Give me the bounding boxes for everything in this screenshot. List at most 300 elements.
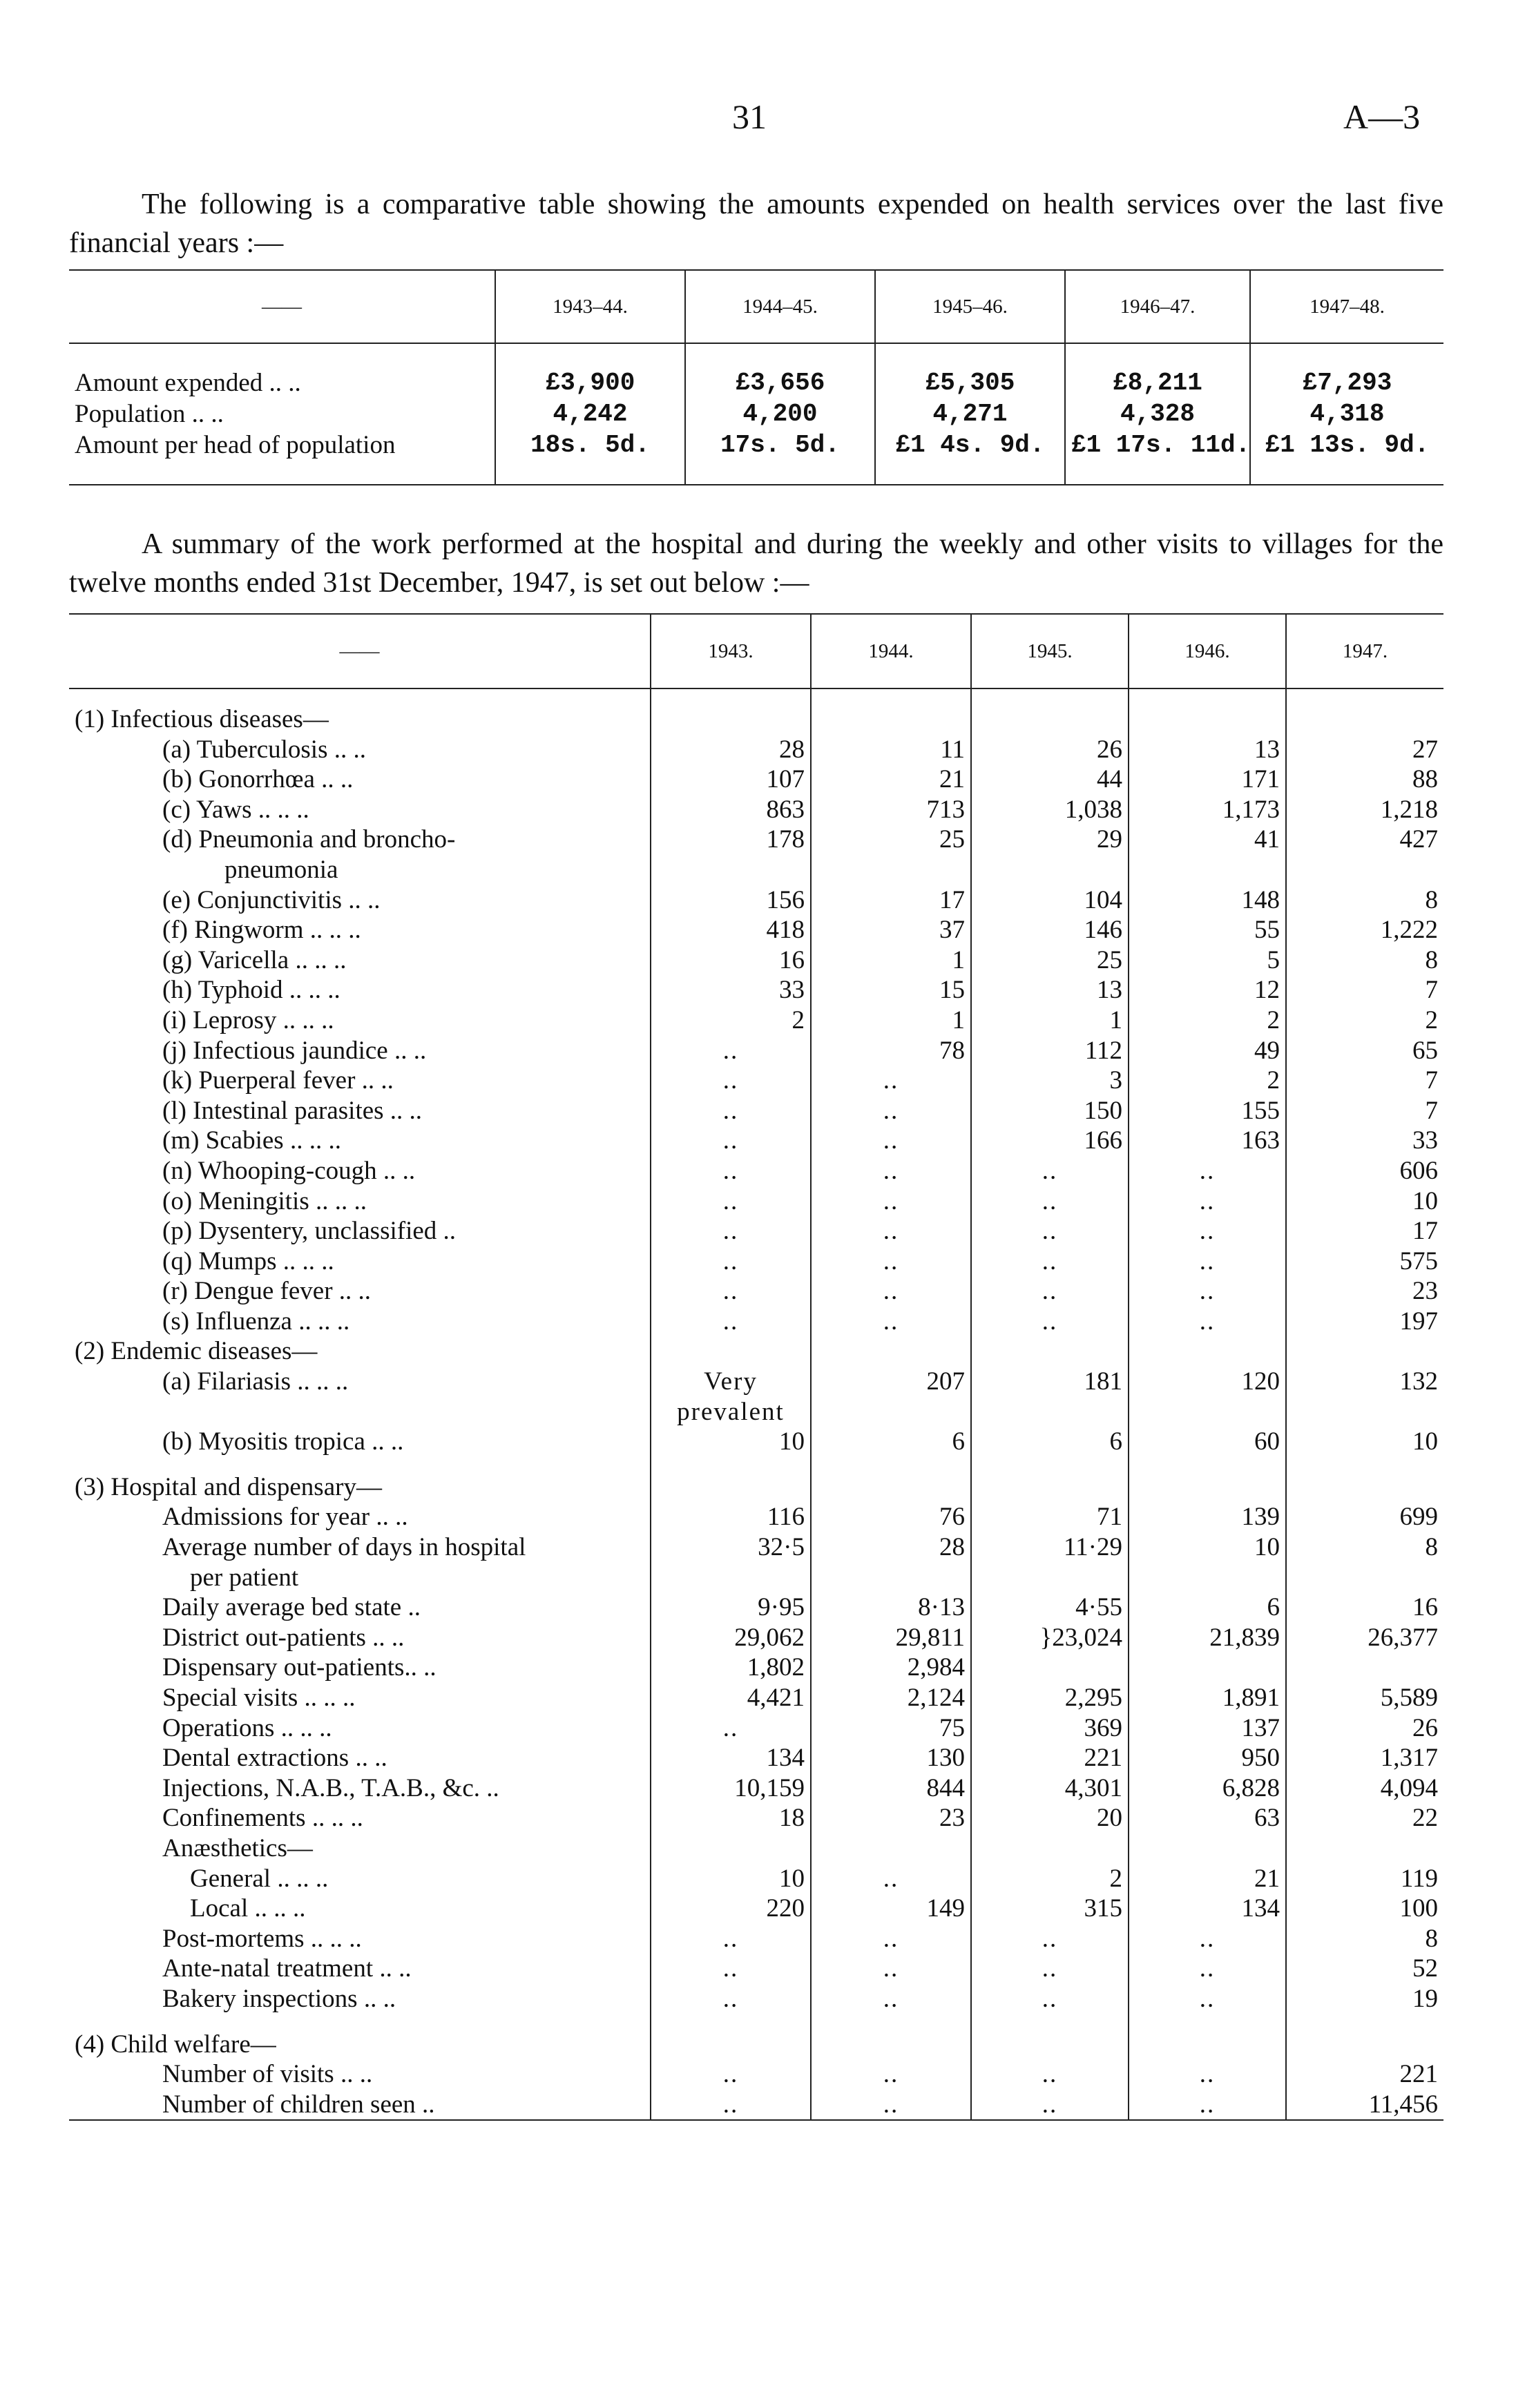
value-cell: 116 [651,1502,811,1532]
value-cell: 149 [811,1894,971,1924]
value-cell: 2,124 [811,1683,971,1713]
row-label: (a) Filariasis .. .. .. [162,1367,349,1396]
value-cell: 2 [1286,1005,1443,1036]
value-cell [1286,1472,1443,1503]
expenditure-value-cell: £7,293 [1250,343,1443,398]
value-cell [1286,1833,1443,1864]
spacer-cell [811,688,971,704]
value-cell: 7 [1286,1066,1443,1096]
expenditure-value-cell: 4,200 [685,398,875,430]
value-cell: .. [1129,1984,1286,2014]
value-cell: .. [811,1156,971,1186]
row-label: Number of visits .. .. [162,2060,373,2089]
table-row [69,795,1443,825]
value-cell: .. [1129,1954,1286,1984]
value-cell: .. [1129,1276,1286,1307]
value-cell: .. [811,1307,971,1337]
value-cell: 44 [971,764,1129,795]
table-row [69,1427,1443,1457]
value-cell [811,2030,971,2060]
summary-header-row [69,614,1443,688]
row-label: (q) Mumps .. .. .. [162,1246,334,1275]
value-cell [651,704,811,735]
value-cell: 16 [651,945,811,976]
row-label: (p) Dysentery, unclassified .. [162,1217,457,1246]
row-label: (i) Leprosy .. .. .. [162,1005,334,1034]
value-cell: .. [971,1216,1129,1246]
value-cell: 8 [1286,1924,1443,1954]
row-label: Post-mortems .. .. .. [162,1924,362,1953]
value-cell: 26 [1286,1713,1443,1744]
value-cell: 8 [1286,1532,1443,1563]
value-cell [1129,1653,1286,1683]
value-cell: .. [811,1186,971,1217]
value-cell: 6,828 [1129,1773,1286,1804]
value-cell: 32·5 [651,1532,811,1563]
value-cell: 221 [1286,2059,1443,2090]
row-label: Admissions for year .. .. [162,1503,408,1532]
expenditure-year-header: 1946–47. [1065,270,1250,343]
value-cell: .. [651,1713,811,1744]
table-row [69,1713,1443,1744]
value-cell: 21 [1129,1864,1286,1894]
table-row [69,1653,1443,1683]
spacer-cell [69,688,651,704]
row-label: (f) Ringworm .. .. .. [162,916,361,945]
expenditure-year-header: 1944–45. [685,270,875,343]
value-cell [971,1397,1129,1427]
row-label: (s) Influenza .. .. .. [162,1307,350,1336]
row-label: Anæsthetics— [162,1833,313,1862]
expenditure-value-cell: £1 4s. 9d. [875,430,1065,485]
row-label: Ante-natal treatment .. .. [162,1954,412,1983]
spacer-cell [971,1457,1129,1472]
hospital-work-summary-table [69,613,1443,2121]
table-row [69,1924,1443,1954]
value-cell [811,1397,971,1427]
value-cell [1129,855,1286,885]
section-heading-row [69,1336,1443,1367]
page-number: 31 [732,97,767,136]
value-cell: Very [651,1367,811,1397]
value-cell: .. [971,1954,1129,1984]
value-cell: 134 [1129,1894,1286,1924]
expenditure-row [69,343,1443,398]
value-cell: 427 [1286,825,1443,855]
table-row [69,1186,1443,1217]
value-cell: 6 [1129,1592,1286,1623]
value-cell: 55 [1129,915,1286,945]
value-cell [971,1833,1129,1864]
row-label: Dental extractions .. .. [162,1744,387,1773]
value-cell: 155 [1129,1096,1286,1126]
value-cell: 88 [1286,764,1443,795]
expenditure-row-label: Amount per head of population [75,431,396,459]
value-cell: .. [811,1276,971,1307]
value-cell: 575 [1286,1246,1443,1277]
row-label: pneumonia [224,855,338,884]
row-label: (4) Child welfare— [75,2030,276,2059]
summary-corner-cell: —— [69,614,651,688]
value-cell [971,1653,1129,1683]
value-cell [971,2030,1129,2060]
value-cell: 13 [971,975,1129,1005]
expenditure-corner-cell: —— [69,270,495,343]
value-cell: 3 [971,1066,1129,1096]
expenditure-row [69,398,1443,430]
value-cell: 207 [811,1367,971,1397]
value-cell: 171 [1129,764,1286,795]
value-cell [1286,704,1443,735]
value-cell: 28 [811,1532,971,1563]
value-cell: .. [971,1246,1129,1277]
value-cell: 21,839 [1129,1623,1286,1653]
expenditure-header-row [69,270,1443,343]
table-row [69,1894,1443,1924]
value-cell [971,1336,1129,1367]
row-label: (m) Scabies .. .. .. [162,1126,341,1155]
spacer-cell [651,1457,811,1472]
value-cell: .. [651,1216,811,1246]
expenditure-year-header: 1943–44. [495,270,685,343]
value-cell: 19 [1286,1984,1443,2014]
value-cell: 220 [651,1894,811,1924]
expenditure-value-cell: 18s. 5d. [495,430,685,485]
row-label: (1) Infectious diseases— [75,705,329,733]
table-row [69,1833,1443,1864]
table-row [69,1126,1443,1156]
value-cell: .. [971,1186,1129,1217]
row-label: Operations .. .. .. [162,1713,332,1742]
value-cell: .. [1129,1216,1286,1246]
value-cell: 60 [1129,1427,1286,1457]
value-cell: 5 [1129,945,1286,976]
value-cell: 844 [811,1773,971,1804]
value-cell: 7 [1286,975,1443,1005]
expenditure-value-cell: £1 17s. 11d. [1065,430,1250,485]
row-label: Number of children seen .. [162,2090,435,2119]
table-row [69,1216,1443,1246]
value-cell: .. [651,1156,811,1186]
row-label: (o) Meningitis .. .. .. [162,1186,367,1215]
value-cell: 25 [811,825,971,855]
spacer-row [69,1457,1443,1472]
row-label: (k) Puerperal fever .. .. [162,1066,394,1095]
value-cell: .. [651,1036,811,1066]
value-cell: .. [811,1096,971,1126]
spacer-cell [69,2014,651,2030]
value-cell: 11,456 [1286,2090,1443,2121]
value-cell: 2,295 [971,1683,1129,1713]
value-cell: 134 [651,1743,811,1773]
table-row [69,735,1443,765]
value-cell: .. [651,1307,811,1337]
value-cell: 369 [971,1713,1129,1744]
value-cell: 130 [811,1743,971,1773]
summary-year-header: 1943. [651,614,811,688]
value-cell [651,855,811,885]
expenditure-value-cell: 4,318 [1250,398,1443,430]
value-cell: 163 [1129,1126,1286,1156]
value-cell: .. [811,1984,971,2014]
value-cell: .. [651,1186,811,1217]
value-cell: 27 [1286,735,1443,765]
row-label: (b) Gonorrhœa .. .. [162,765,354,794]
value-cell: 1,222 [1286,915,1443,945]
value-cell: 5,589 [1286,1683,1443,1713]
table-row [69,1743,1443,1773]
table-row [69,1246,1443,1277]
value-cell: 2 [1129,1005,1286,1036]
value-cell: 119 [1286,1864,1443,1894]
value-cell [811,1336,971,1367]
value-cell: 1,317 [1286,1743,1443,1773]
value-cell: }23,024 [971,1623,1129,1653]
value-cell: 10 [1129,1532,1286,1563]
table-row [69,885,1443,916]
value-cell: .. [651,1246,811,1277]
page-reference: A—3 [1343,97,1421,136]
value-cell: .. [971,1156,1129,1186]
value-cell: 2 [971,1864,1129,1894]
row-label: Special visits .. .. .. [162,1684,356,1712]
spacer-cell [1286,1457,1443,1472]
value-cell: .. [1129,1924,1286,1954]
intro-paragraph-expenditure: The following is a comparative table showing the amounts expended on health services over the last five financial years :— [69,189,1443,259]
value-cell: 221 [971,1743,1129,1773]
value-cell: 100 [1286,1894,1443,1924]
value-cell: .. [811,2090,971,2121]
value-cell: .. [811,1066,971,1096]
expenditure-value-cell: £3,656 [685,343,875,398]
value-cell: 41 [1129,825,1286,855]
value-cell: .. [811,1954,971,1984]
value-cell: 197 [1286,1307,1443,1337]
value-cell: 17 [811,885,971,916]
value-cell: 7 [1286,1096,1443,1126]
value-cell: .. [651,2059,811,2090]
expenditure-value-cell: £8,211 [1065,343,1250,398]
row-label [69,1397,651,1427]
value-cell: 148 [1129,885,1286,916]
value-cell: 2 [1129,1066,1286,1096]
value-cell: 8 [1286,885,1443,916]
value-cell [1129,704,1286,735]
row-label: (n) Whooping-cough .. .. [162,1156,416,1185]
section-heading-row [69,2030,1443,2060]
table-row [69,1005,1443,1036]
value-cell: .. [1129,1156,1286,1186]
row-label: Bakery inspections .. .. [162,1984,396,2013]
row-label: (r) Dengue fever .. .. [162,1277,372,1306]
row-label: (j) Infectious jaundice .. .. [162,1036,427,1065]
value-cell: 8 [1286,945,1443,976]
value-cell: .. [811,1924,971,1954]
value-cell: .. [971,1276,1129,1307]
value-cell: .. [811,1216,971,1246]
row-label: Local .. .. .. [190,1894,306,1923]
table-row [69,1036,1443,1066]
table-row [69,1623,1443,1653]
summary-year-header: 1945. [971,614,1129,688]
value-cell: 1 [971,1005,1129,1036]
expenditure-value-cell: 17s. 5d. [685,430,875,485]
row-label: (2) Endemic diseases— [75,1337,318,1366]
value-cell: 37 [811,915,971,945]
value-cell: .. [651,2090,811,2121]
expenditure-value-cell: £3,900 [495,343,685,398]
value-cell: .. [971,2090,1129,2121]
value-cell: .. [971,1307,1129,1337]
value-cell: 1,173 [1129,795,1286,825]
value-cell [1286,1336,1443,1367]
value-cell: 71 [971,1502,1129,1532]
value-cell [971,855,1129,885]
value-cell: 606 [1286,1156,1443,1186]
row-label: Daily average bed state .. [162,1593,421,1622]
value-cell: 25 [971,945,1129,976]
table-row [69,1367,1443,1397]
spacer-row [69,2014,1443,2030]
row-label: (c) Yaws .. .. .. [162,795,309,824]
value-cell: 950 [1129,1743,1286,1773]
value-cell: 1,891 [1129,1683,1286,1713]
value-cell [1286,1653,1443,1683]
value-cell: 178 [651,825,811,855]
value-cell: .. [1129,1307,1286,1337]
value-cell: 11 [811,735,971,765]
table-row [69,1066,1443,1096]
value-cell [1129,1397,1286,1427]
value-cell: 863 [651,795,811,825]
table-row [69,1683,1443,1713]
section-heading-row [69,1472,1443,1503]
table-row [69,1592,1443,1623]
table-row [69,764,1443,795]
value-cell [1286,855,1443,885]
value-cell [1129,1833,1286,1864]
value-cell: 26 [971,735,1129,765]
value-cell [651,1336,811,1367]
value-cell [811,855,971,885]
value-cell [1286,1397,1443,1427]
value-cell: 12 [1129,975,1286,1005]
row-label: per patient [190,1563,299,1592]
expenditure-value-cell: 4,242 [495,398,685,430]
expenditure-row-label: Population .. .. [75,400,224,428]
expenditure-value-cell: 4,328 [1065,398,1250,430]
value-cell [651,1563,811,1593]
value-cell: 150 [971,1096,1129,1126]
value-cell: 10 [651,1427,811,1457]
value-cell: 6 [971,1427,1129,1457]
value-cell [811,1833,971,1864]
value-cell: .. [811,1126,971,1156]
value-cell: 20 [971,1803,1129,1833]
spacer-cell [69,1457,651,1472]
value-cell: 166 [971,1126,1129,1156]
row-label: (h) Typhoid .. .. .. [162,976,340,1005]
row-label: Injections, N.A.B., T.A.B., &c. .. [162,1773,499,1802]
value-cell: 181 [971,1367,1129,1397]
value-cell: 4,421 [651,1683,811,1713]
value-cell: 6 [811,1427,971,1457]
value-cell: 120 [1129,1367,1286,1397]
table-row [69,1532,1443,1563]
summary-year-header: 1944. [811,614,971,688]
spacer-cell [811,1457,971,1472]
value-cell: .. [651,1126,811,1156]
value-cell: 23 [1286,1276,1443,1307]
expenditure-row-label: Amount expended .. .. [75,369,301,397]
value-cell: 104 [971,885,1129,916]
value-cell: 2 [651,1005,811,1036]
value-cell: 22 [1286,1803,1443,1833]
value-cell: 10 [1286,1427,1443,1457]
spacer-cell [651,688,811,704]
table-row [69,1502,1443,1532]
value-cell: 18 [651,1803,811,1833]
spacer-cell [651,2014,811,2030]
value-cell: 1 [811,1005,971,1036]
expenditure-value-cell: £5,305 [875,343,1065,398]
summary-year-header: 1947. [1286,614,1443,688]
spacer-cell [1286,688,1443,704]
row-label: District out-patients .. .. [162,1623,405,1652]
row-label: Confinements .. .. .. [162,1804,363,1833]
value-cell: 15 [811,975,971,1005]
value-cell [1286,1563,1443,1593]
value-cell: 29,062 [651,1623,811,1653]
row-label: (e) Conjunctivitis .. .. [162,885,381,914]
row-label: (b) Myositis tropica .. .. [162,1427,404,1456]
table-row [69,1563,1443,1593]
value-cell: .. [1129,1186,1286,1217]
value-cell: 1,218 [1286,795,1443,825]
value-cell: .. [1129,2059,1286,2090]
table-row [69,855,1443,885]
value-cell [1129,2030,1286,2060]
value-cell: .. [651,1984,811,2014]
value-cell [811,704,971,735]
value-cell: 23 [811,1803,971,1833]
value-cell: 139 [1129,1502,1286,1532]
value-cell [1129,1563,1286,1593]
expenditure-year-header: 1945–46. [875,270,1065,343]
row-label: (a) Tuberculosis .. .. [162,735,366,764]
value-cell: .. [651,1096,811,1126]
spacer-cell [1129,1457,1286,1472]
value-cell: 107 [651,764,811,795]
table-row [69,915,1443,945]
value-cell: .. [971,1984,1129,2014]
value-cell: 28 [651,735,811,765]
table-row [69,1803,1443,1833]
table-row [69,1984,1443,2014]
value-cell: 29 [971,825,1129,855]
row-label: (g) Varicella .. .. .. [162,945,347,974]
table-row [69,1096,1443,1126]
value-cell: .. [651,1924,811,1954]
value-cell: .. [651,1954,811,1984]
table-row [69,2059,1443,2090]
intro-paragraph-summary: A summary of the work performed at the hospital and during the weekly and other visits to villages for the twelve months ended 31st December, 1947, is set out below :— [69,528,1443,599]
table-row [69,1397,1443,1427]
value-cell: 33 [1286,1126,1443,1156]
value-cell [811,1563,971,1593]
row-label: General .. .. .. [190,1864,329,1893]
value-cell: .. [1129,2090,1286,2121]
